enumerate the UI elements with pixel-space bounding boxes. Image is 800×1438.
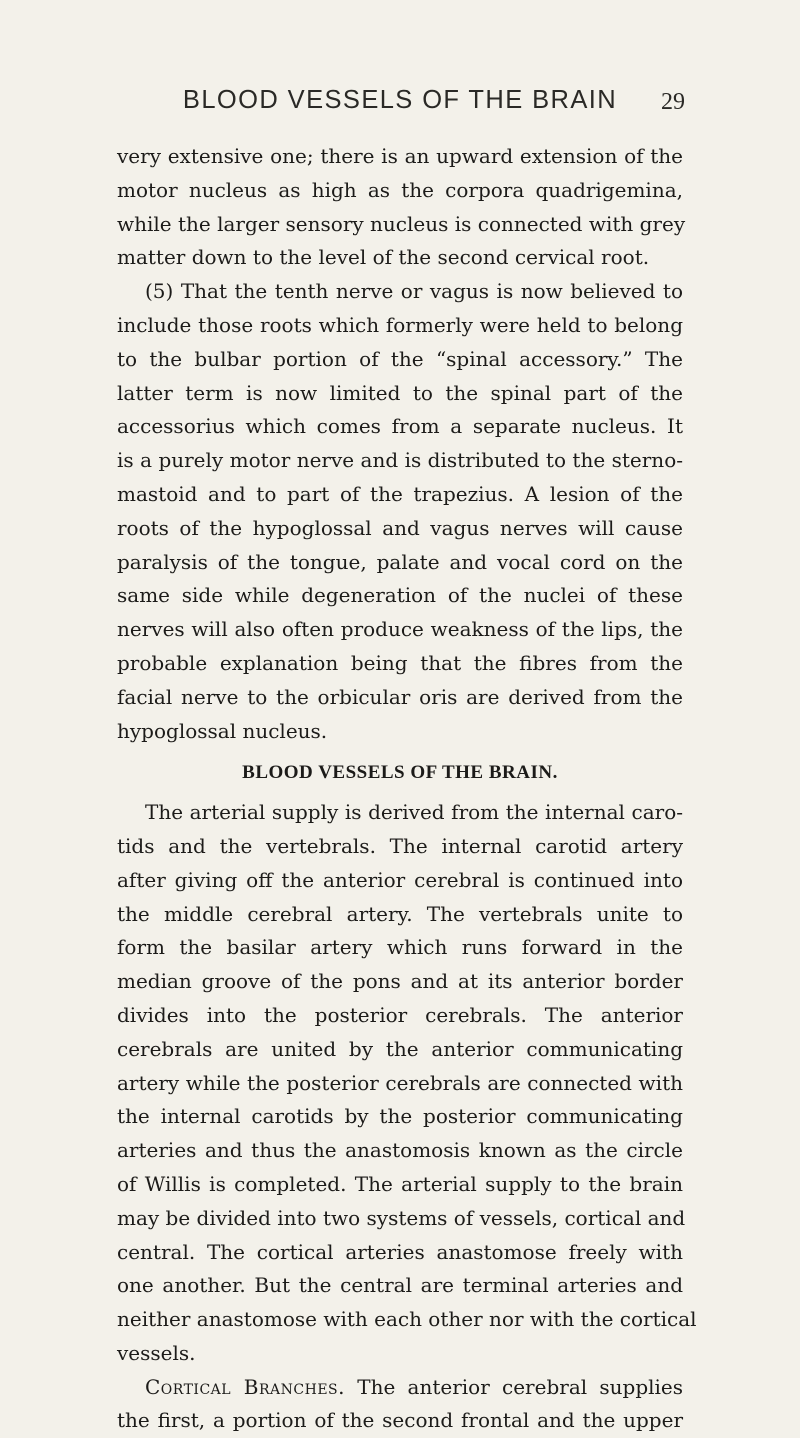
text-line: of Willis is completed. The arterial supply to the brain bbox=[117, 1171, 683, 1196]
paragraph-arterial-supply bbox=[117, 796, 697, 1371]
text-line: to the bulbar portion of the “spinal accessory.” The bbox=[117, 346, 683, 371]
text-line: matter down to the level of the second cervical root. bbox=[117, 245, 650, 270]
text-line: central. The cortical arteries anastomose freely with bbox=[117, 1239, 683, 1264]
text-line: latter term is now limited to the spinal part of the bbox=[117, 380, 683, 405]
text-line: form the basilar artery which runs forward in the bbox=[117, 935, 683, 960]
run-in-heading: Cortical Branches. bbox=[145, 1374, 345, 1399]
text-line: artery while the posterior cerebrals are connected with bbox=[117, 1070, 683, 1095]
text-fragment: The anterior cerebral supplies bbox=[357, 1374, 684, 1399]
text-line: same side while degeneration of the nuclei of these bbox=[117, 583, 683, 608]
text-line: The arterial supply is derived from the internal caro- bbox=[145, 800, 683, 825]
text-line: nerves will also often produce weakness of the lips, the bbox=[117, 617, 683, 642]
running-head: BLOOD VESSELS OF THE BRAIN bbox=[182, 86, 618, 114]
text-line bbox=[117, 1371, 683, 1405]
text-line: accessorius which comes from a separate nucleus. It bbox=[117, 414, 683, 439]
section-heading: BLOOD VESSELS OF THE BRAIN. bbox=[242, 762, 558, 784]
paragraph-continued bbox=[117, 140, 686, 275]
text-line: the first, a portion of the second frontal and the upper bbox=[117, 1408, 683, 1433]
text-line: motor nucleus as high as the corpora quadrigemina, bbox=[117, 177, 683, 202]
text-line: facial nerve to the orbicular oris are derived from the bbox=[117, 684, 683, 709]
text-line: hypoglossal nucleus. bbox=[117, 718, 328, 743]
text-line: the internal carotids by the posterior communicating bbox=[117, 1104, 683, 1129]
text-line: divides into the posterior cerebrals. The anterior bbox=[117, 1002, 683, 1027]
text-line: very extensive one; there is an upward extension of the bbox=[117, 144, 683, 168]
text-line: may be divided into two systems of vessels, cortical and bbox=[117, 1205, 686, 1230]
body-text bbox=[117, 140, 697, 1438]
paragraph-point-5 bbox=[117, 275, 683, 748]
text-line: is a purely motor nerve and is distributed to the sterno- bbox=[117, 448, 683, 473]
text-line: include those roots which formerly were held to belong bbox=[117, 312, 683, 337]
text-line: tids and the vertebrals. The internal carotid artery bbox=[117, 833, 683, 858]
text-line: (5) That the tenth nerve or vagus is now believed to bbox=[145, 279, 683, 304]
text-line: vessels. bbox=[117, 1340, 196, 1365]
text-line: paralysis of the tongue, palate and vocal cord on the bbox=[117, 549, 683, 574]
page-header bbox=[0, 86, 800, 126]
text-line: mastoid and to part of the trapezius. A lesion of the bbox=[117, 481, 683, 506]
text-line: after giving off the anterior cerebral is continued into bbox=[117, 867, 683, 892]
text-line: the middle cerebral artery. The vertebrals unite to bbox=[117, 901, 683, 926]
text-line: cerebrals are united by the anterior communicating bbox=[117, 1036, 683, 1061]
text-line: median groove of the pons and at its anterior border bbox=[117, 969, 683, 994]
text-line: neither anastomose with each other nor with the cortical bbox=[117, 1307, 697, 1332]
page-number: 29 bbox=[661, 89, 685, 115]
text-line: arteries and thus the anastomosis known as the circle bbox=[117, 1138, 683, 1163]
text-line: roots of the hypoglossal and vagus nerves will cause bbox=[117, 515, 683, 540]
paragraph-cortical-branches bbox=[117, 1371, 683, 1438]
text-line: probable explanation being that the fibres from the bbox=[117, 650, 683, 675]
text-line: one another. But the central are terminal arteries and bbox=[117, 1273, 683, 1298]
text-line: while the larger sensory nucleus is connected with grey bbox=[117, 211, 686, 236]
